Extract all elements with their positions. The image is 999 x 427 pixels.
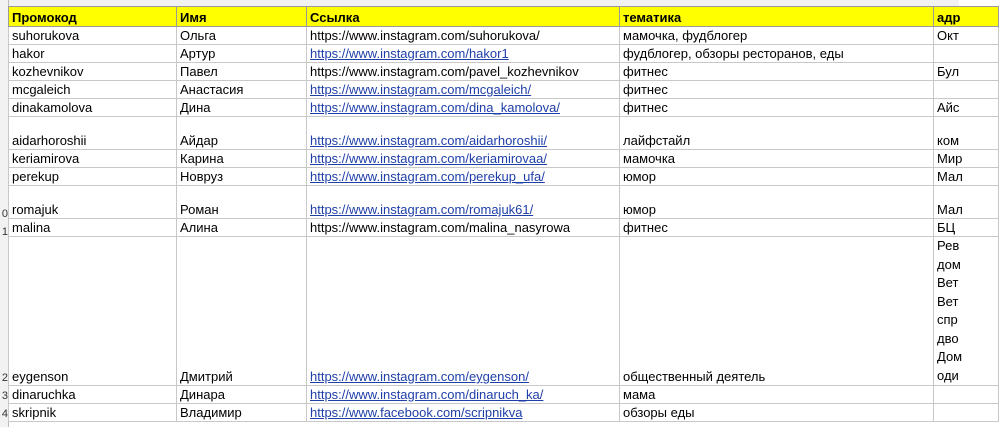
table-row <box>9 81 999 99</box>
topic-cell[interactable]: фитнес <box>620 219 934 237</box>
table-row <box>9 45 999 63</box>
promo-cell[interactable]: keriamirova <box>9 150 177 168</box>
name-cell[interactable]: Дмитрий <box>177 237 307 386</box>
topic-cell[interactable]: мамочка <box>620 150 934 168</box>
topic-cell[interactable]: фитнес <box>620 63 934 81</box>
name-cell[interactable]: Карина <box>177 150 307 168</box>
link-cell[interactable]: https://www.instagram.com/suhorukova/ <box>307 27 620 45</box>
promo-cell[interactable]: mcgaleich <box>9 81 177 99</box>
address-cell-multiline[interactable] <box>934 237 999 386</box>
table-row <box>9 237 999 386</box>
address-cell[interactable]: Бул <box>934 63 999 81</box>
table-row <box>9 117 999 150</box>
address-line: Дом <box>937 349 963 364</box>
link-cell[interactable]: https://www.instagram.com/pavel_kozhevnikov <box>307 63 620 81</box>
topic-cell[interactable]: юмор <box>620 168 934 186</box>
row-number[interactable]: 4 <box>1 408 8 420</box>
link-cell[interactable]: https://www.facebook.com/scripnikva <box>307 404 620 422</box>
link-cell[interactable]: https://www.instagram.com/keriamirovaa/ <box>307 150 620 168</box>
table-row <box>9 168 999 186</box>
link-cell[interactable]: https://www.instagram.com/eygenson/ <box>307 237 620 386</box>
name-cell[interactable]: Павел <box>177 63 307 81</box>
header-cell-promo[interactable]: Промокод <box>9 7 177 27</box>
address-cell[interactable]: БЦ <box>934 219 999 237</box>
promo-cell[interactable]: dinakamolova <box>9 99 177 117</box>
address-cell[interactable]: ком <box>934 117 999 150</box>
topic-cell[interactable]: мамочка, фудблогер <box>620 27 934 45</box>
promo-cell[interactable]: suhorukova <box>9 27 177 45</box>
name-cell[interactable]: Роман <box>177 186 307 219</box>
promo-cell[interactable]: skripnik <box>9 404 177 422</box>
address-cell[interactable] <box>934 81 999 99</box>
promo-cell[interactable]: kozhevnikov <box>9 63 177 81</box>
address-cell[interactable] <box>934 45 999 63</box>
address-line: дом <box>937 256 961 272</box>
table-row <box>9 186 999 219</box>
topic-cell[interactable]: фитнес <box>620 99 934 117</box>
row-number[interactable]: 0 <box>1 208 8 220</box>
link-cell[interactable]: https://www.instagram.com/perekup_ufa/ <box>307 168 620 186</box>
address-cell[interactable] <box>934 386 999 404</box>
name-cell[interactable]: Дина <box>177 99 307 117</box>
name-cell[interactable]: Анастасия <box>177 81 307 99</box>
row-number[interactable]: 1 <box>1 226 8 238</box>
topic-cell[interactable]: фитнес <box>620 81 934 99</box>
promo-cell[interactable]: romajuk <box>9 186 177 219</box>
address-line: спр <box>937 312 958 327</box>
table-row <box>9 219 999 237</box>
header-row <box>9 7 999 27</box>
link-cell[interactable]: https://www.instagram.com/mcgaleich/ <box>307 81 620 99</box>
table-row <box>9 63 999 81</box>
header-cell-name[interactable]: Имя <box>177 7 307 27</box>
topic-cell[interactable]: мама <box>620 386 934 404</box>
link-cell[interactable]: https://www.instagram.com/malina_nasyrowa <box>307 219 620 237</box>
name-cell[interactable]: Владимир <box>177 404 307 422</box>
promo-cell[interactable]: perekup <box>9 168 177 186</box>
link-cell[interactable]: https://www.instagram.com/aidarhoroshii/ <box>307 117 620 150</box>
table-row <box>9 386 999 404</box>
address-line: Вет <box>937 293 959 309</box>
promo-cell[interactable]: eygenson <box>9 237 177 386</box>
name-cell[interactable]: Айдар <box>177 117 307 150</box>
header-cell-address[interactable]: адр <box>934 7 999 27</box>
link-cell[interactable]: https://www.instagram.com/dina_kamolova/ <box>307 99 620 117</box>
row-number[interactable]: 2 <box>1 372 8 384</box>
table-row <box>9 150 999 168</box>
table-row <box>9 27 999 45</box>
address-line: дво <box>937 330 959 346</box>
promo-cell[interactable]: malina <box>9 219 177 237</box>
link-cell[interactable]: https://www.instagram.com/dinaruch_ka/ <box>307 386 620 404</box>
header-cell-link[interactable]: Ссылка <box>307 7 620 27</box>
link-cell[interactable]: https://www.instagram.com/romajuk61/ <box>307 186 620 219</box>
address-line: Рев <box>937 238 960 253</box>
address-cell[interactable]: Мир <box>934 150 999 168</box>
name-cell[interactable]: Артур <box>177 45 307 63</box>
promo-cell[interactable]: hakor <box>9 45 177 63</box>
topic-cell[interactable]: обзоры еды <box>620 404 934 422</box>
spreadsheet-grid <box>8 6 999 422</box>
address-cell[interactable]: Мал <box>934 186 999 219</box>
address-cell[interactable] <box>934 404 999 422</box>
name-cell[interactable]: Новруз <box>177 168 307 186</box>
table-row <box>9 404 999 422</box>
promo-cell[interactable]: dinaruchka <box>9 386 177 404</box>
address-cell[interactable]: Мал <box>934 168 999 186</box>
link-cell[interactable]: https://www.instagram.com/hakor1 <box>307 45 620 63</box>
topic-cell[interactable]: юмор <box>620 186 934 219</box>
table-row <box>9 99 999 117</box>
name-cell[interactable]: Ольга <box>177 27 307 45</box>
topic-cell[interactable]: фудблогер, обзоры ресторанов, еды <box>620 45 934 63</box>
address-cell[interactable]: Айс <box>934 99 999 117</box>
promo-cell[interactable]: aidarhoroshii <box>9 117 177 150</box>
address-cell[interactable]: Окт <box>934 27 999 45</box>
topic-cell[interactable]: лайфстайл <box>620 117 934 150</box>
name-cell[interactable]: Алина <box>177 219 307 237</box>
topic-cell[interactable]: общественный деятель <box>620 237 934 386</box>
row-number[interactable]: 3 <box>1 390 8 402</box>
address-line: Вет <box>937 275 959 290</box>
header-cell-topic[interactable]: тематика <box>620 7 934 27</box>
name-cell[interactable]: Динара <box>177 386 307 404</box>
address-line: оди <box>937 367 959 383</box>
